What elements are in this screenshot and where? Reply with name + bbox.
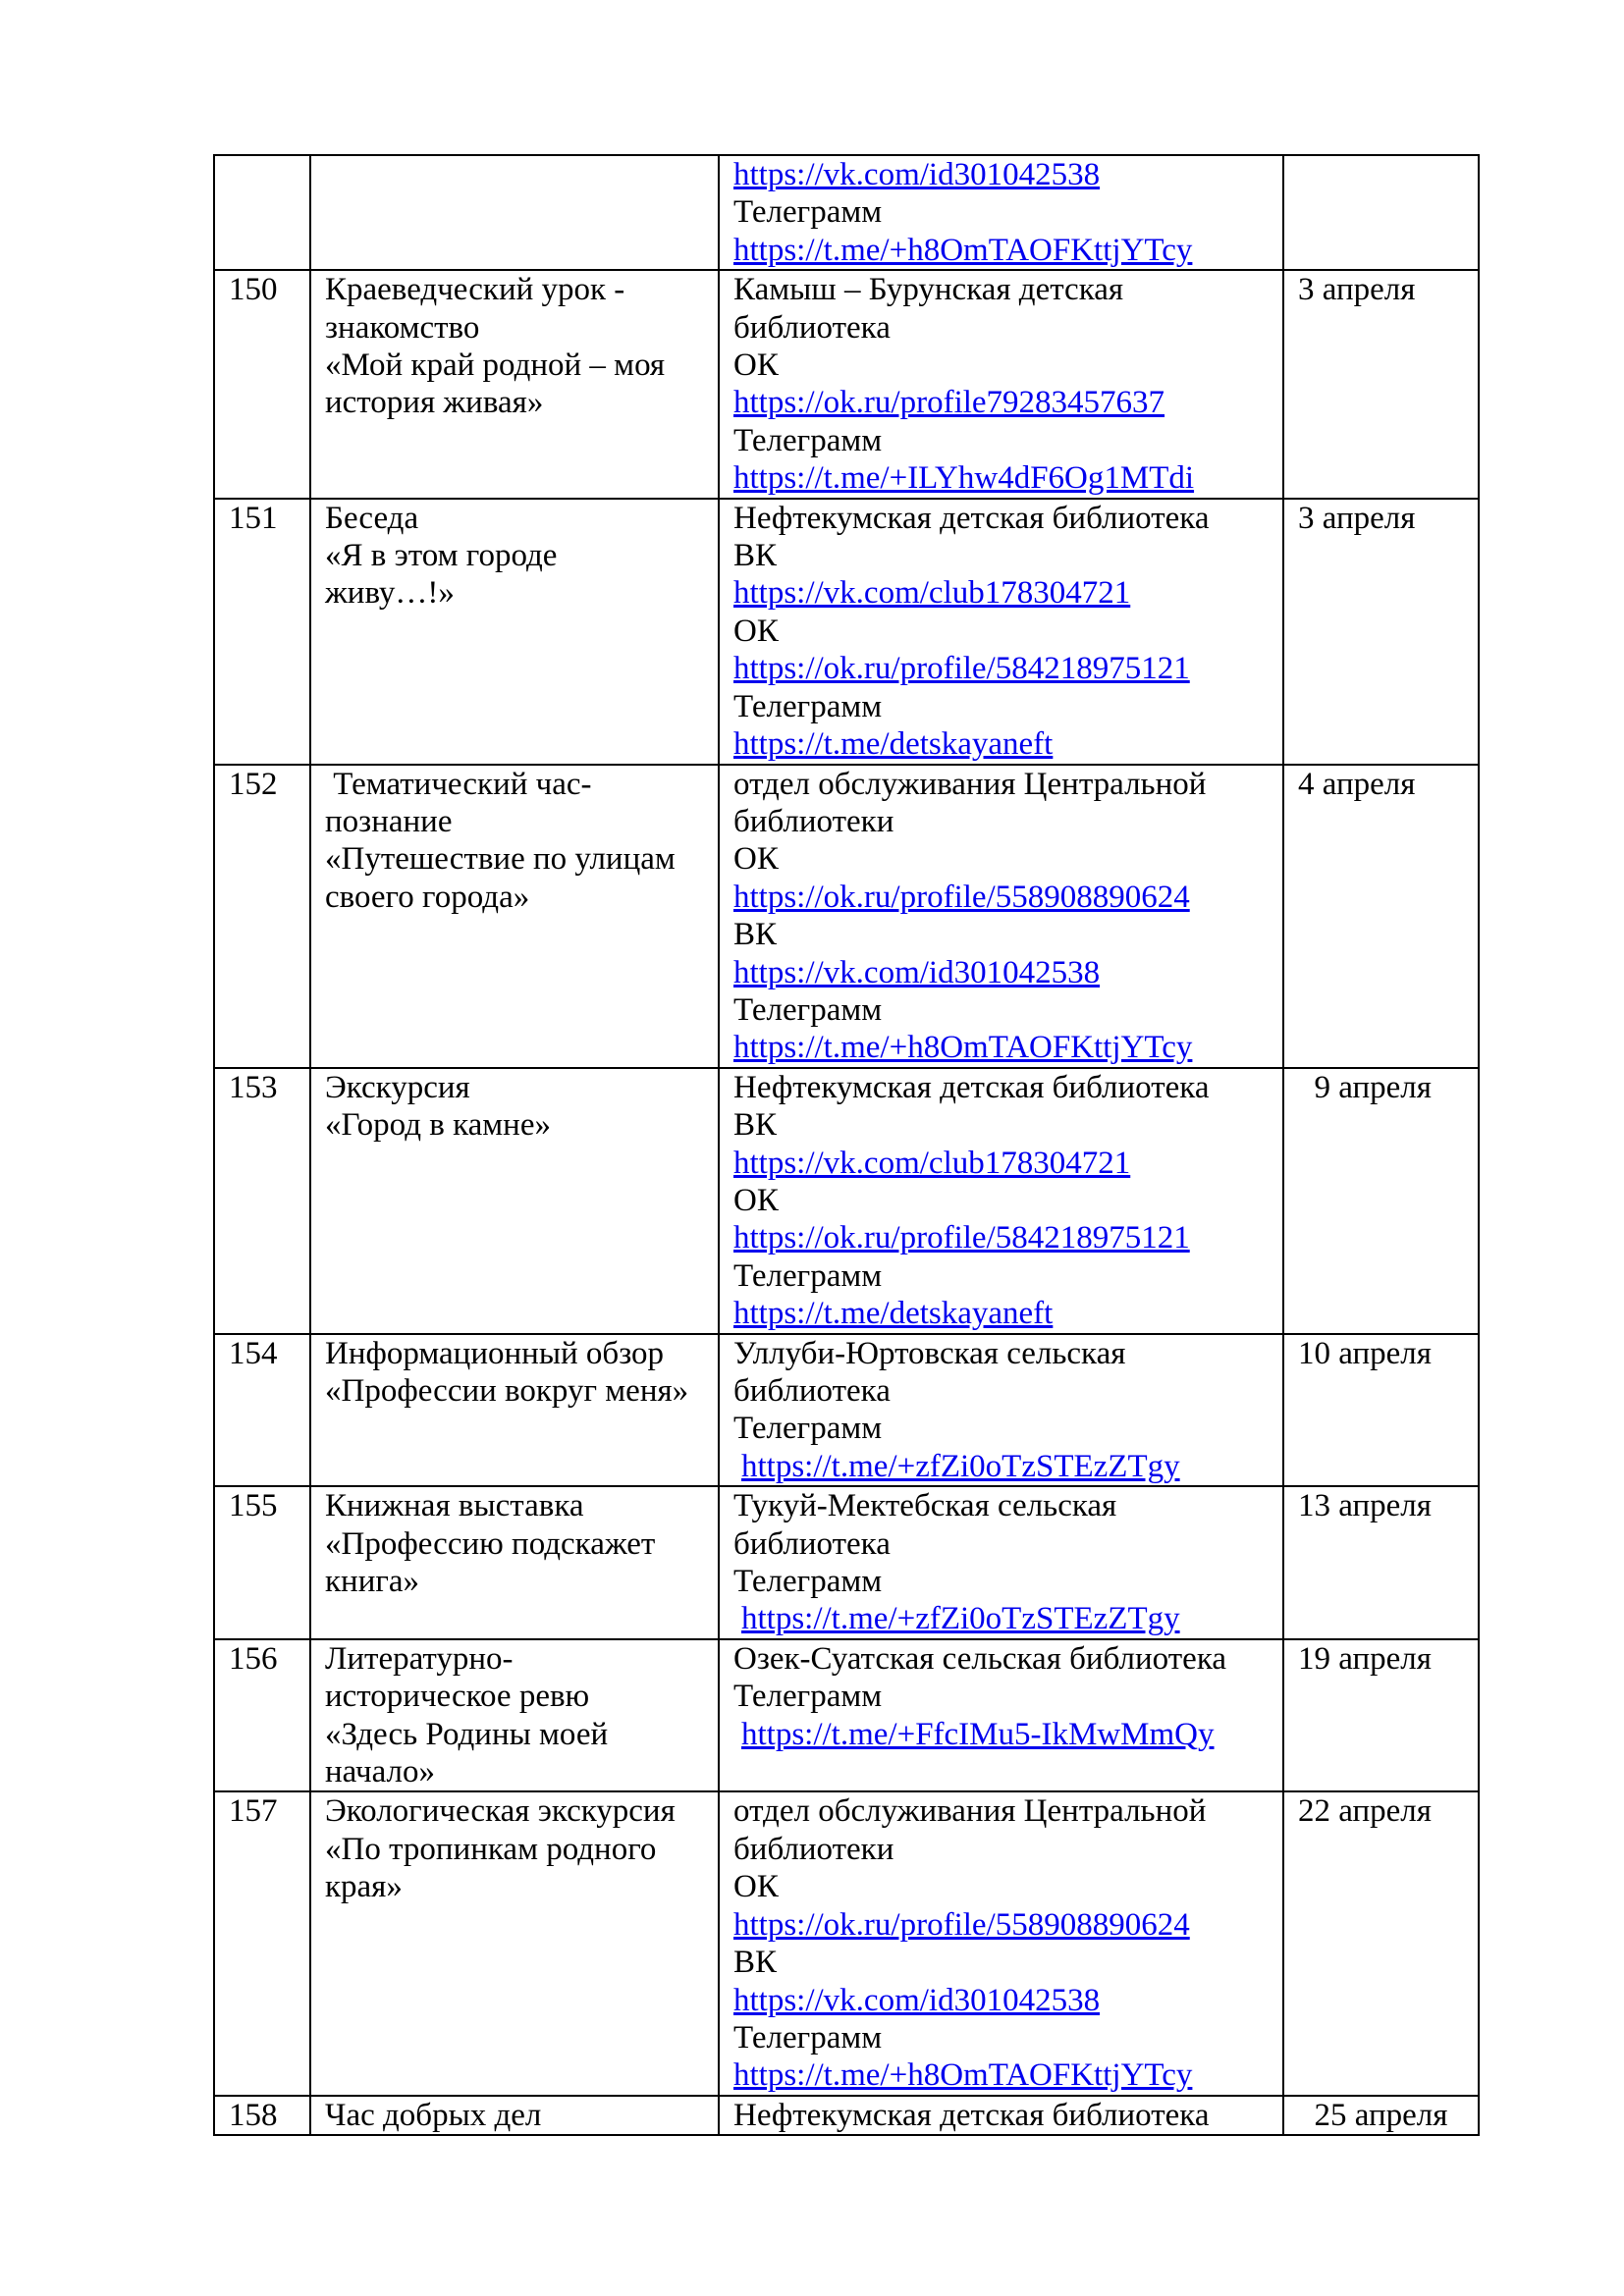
- table-row: [214, 765, 1479, 1068]
- event-number-cell: 158: [214, 2096, 310, 2135]
- event-number-cell: 157: [214, 1791, 310, 2095]
- venue-text-line: Телеграмм: [733, 194, 883, 231]
- venue-text-line: ОК: [733, 347, 779, 384]
- event-title-cell: [310, 499, 719, 765]
- venue-text-line: ОК: [733, 1869, 779, 1905]
- venue-link[interactable]: https://ok.ru/profile/584218975121: [733, 651, 1190, 687]
- venue-text-line: ВК: [733, 538, 778, 574]
- event-title-cell: [310, 765, 719, 1068]
- venue-link[interactable]: https://ok.ru/profile/584218975121: [733, 1220, 1190, 1256]
- event-title-line: Беседа: [325, 500, 419, 536]
- table-row: [214, 270, 1479, 498]
- event-venue-cell: [719, 765, 1283, 1068]
- event-title-cell: [310, 1068, 719, 1334]
- event-title-line: знакомство: [325, 309, 480, 346]
- event-title-cell: [310, 270, 719, 498]
- events-table-body: [214, 155, 1479, 2135]
- event-title-line: Экологическая экскурсия: [325, 1793, 676, 1830]
- venue-link[interactable]: https://t.me/+h8OmTAOFKttjYTcy: [733, 232, 1193, 268]
- event-title-line: «Путешествие по улицам: [325, 841, 676, 878]
- event-venue-cell: [719, 1334, 1283, 1487]
- event-title-line: Информационный обзор: [325, 1335, 665, 1371]
- event-number-cell: 156: [214, 1639, 310, 1792]
- event-date-cell: 9 апреля: [1283, 1068, 1479, 1334]
- event-date-cell: 22 апреля: [1283, 1791, 1479, 2095]
- event-title-line: Тематический час-: [325, 766, 592, 802]
- event-date-cell: 3 апреля: [1283, 499, 1479, 765]
- event-title-cell: [310, 2096, 719, 2135]
- event-venue-cell: [719, 1639, 1283, 1792]
- table-row: [214, 499, 1479, 765]
- event-title-line: история живая»: [325, 385, 544, 421]
- event-date-cell: 25 апреля: [1283, 2096, 1479, 2135]
- event-number-cell: 151: [214, 499, 310, 765]
- venue-link[interactable]: https://vk.com/club178304721: [733, 1145, 1131, 1181]
- venue-text-line: ОК: [733, 1182, 779, 1218]
- event-number-cell: 155: [214, 1486, 310, 1639]
- venue-text-line: Уллуби-Юртовская сельская: [733, 1335, 1126, 1371]
- venue-text-line: Телеграмм: [733, 1564, 883, 1600]
- venue-text-line: библиотеки: [733, 803, 894, 839]
- table-row: [214, 1068, 1479, 1334]
- event-date-cell: [1283, 155, 1479, 270]
- event-number-cell: 153: [214, 1068, 310, 1334]
- event-title-line: историческое ревю: [325, 1679, 590, 1715]
- venue-text-line: ОК: [733, 613, 779, 649]
- table-row: [214, 155, 1479, 270]
- table-row: [214, 1334, 1479, 1487]
- venue-link[interactable]: https://t.me/+zfZi0oTzSTEzZTgy: [741, 1601, 1180, 1637]
- event-number-cell: [214, 155, 310, 270]
- venue-text-line: Телеграмм: [733, 422, 883, 458]
- event-title-line: начало»: [325, 1754, 435, 1790]
- event-title-line: края»: [325, 1869, 403, 1905]
- event-number-cell: 154: [214, 1334, 310, 1487]
- venue-text-line: Нефтекумская детская библиотека: [733, 1069, 1210, 1105]
- event-venue-cell: [719, 2096, 1283, 2135]
- event-date-cell: 4 апреля: [1283, 765, 1479, 1068]
- venue-link[interactable]: https://vk.com/id301042538: [733, 157, 1101, 192]
- event-title-cell: [310, 1486, 719, 1639]
- event-venue-cell: [719, 1486, 1283, 1639]
- event-title-line: Краеведческий урок -: [325, 272, 625, 308]
- event-title-line: «Я в этом городе: [325, 538, 558, 574]
- event-date-cell: 19 апреля: [1283, 1639, 1479, 1792]
- venue-text-line: библиотека: [733, 309, 891, 346]
- venue-text-line: Телеграмм: [733, 1679, 883, 1715]
- venue-text-line: ОК: [733, 841, 779, 878]
- table-row: [214, 1639, 1479, 1792]
- events-table: [213, 154, 1480, 2136]
- venue-link[interactable]: https://vk.com/club178304721: [733, 575, 1131, 612]
- venue-text-line: отдел обслуживания Центральной: [733, 766, 1207, 802]
- table-row: [214, 2096, 1479, 2135]
- venue-text-line: библиотека: [733, 1525, 891, 1562]
- venue-text-line: Нефтекумская детская библиотека: [733, 500, 1210, 536]
- venue-link[interactable]: https://t.me/+h8OmTAOFKttjYTcy: [733, 1030, 1193, 1066]
- event-venue-cell: [719, 499, 1283, 765]
- event-number-cell: 150: [214, 270, 310, 498]
- event-venue-cell: [719, 1068, 1283, 1334]
- event-date-cell: 10 апреля: [1283, 1334, 1479, 1487]
- venue-text-line: Телеграмм: [733, 688, 883, 724]
- venue-link[interactable]: https://ok.ru/profile79283457637: [733, 385, 1165, 421]
- event-title-line: «Мой край родной – моя: [325, 347, 666, 384]
- venue-link[interactable]: https://ok.ru/profile/558908890624: [733, 879, 1190, 915]
- table-row: [214, 1791, 1479, 2095]
- event-venue-cell: [719, 1791, 1283, 2095]
- venue-link[interactable]: https://t.me/+h8OmTAOFKttjYTcy: [733, 2057, 1193, 2094]
- venue-link[interactable]: https://t.me/+ILYhw4dF6Og1MTdi: [733, 460, 1195, 497]
- venue-text-line: Телеграмм: [733, 1257, 883, 1294]
- venue-text-line: отдел обслуживания Центральной: [733, 1793, 1207, 1830]
- event-venue-cell: [719, 155, 1283, 270]
- event-title-line: «Здесь Родины моей: [325, 1716, 609, 1752]
- event-title-line: книга»: [325, 1564, 420, 1600]
- event-title-line: Литературно-: [325, 1640, 514, 1677]
- event-title-line: «Профессии вокруг меня»: [325, 1373, 689, 1409]
- event-title-line: «Профессию подскажет: [325, 1525, 656, 1562]
- venue-text-line: Нефтекумская детская библиотека: [733, 2097, 1210, 2133]
- event-number-cell: 152: [214, 765, 310, 1068]
- venue-link[interactable]: https://ok.ru/profile/558908890624: [733, 1906, 1190, 1943]
- venue-link[interactable]: https://vk.com/id301042538: [733, 1982, 1101, 2018]
- event-date-cell: 13 апреля: [1283, 1486, 1479, 1639]
- event-title-line: своего города»: [325, 879, 530, 915]
- event-title-cell: [310, 1639, 719, 1792]
- venue-link[interactable]: https://t.me/+zfZi0oTzSTEzZTgy: [741, 1448, 1180, 1484]
- event-title-cell: [310, 1791, 719, 2095]
- event-title-line: Книжная выставка: [325, 1488, 584, 1524]
- venue-link[interactable]: https://t.me/+FfcIMu5-IkMwMmQy: [741, 1716, 1215, 1752]
- event-venue-cell: [719, 270, 1283, 498]
- venue-text-line: Тукуй-Мектебская сельская: [733, 1488, 1117, 1524]
- venue-text-line: Телеграмм: [733, 1411, 883, 1447]
- venue-text-line: ВК: [733, 1107, 778, 1144]
- table-row: [214, 1486, 1479, 1639]
- event-title-line: Час добрых дел: [325, 2097, 542, 2133]
- event-title-line: «Город в камне»: [325, 1107, 551, 1144]
- venue-text-line: Озек-Суатская сельская библиотека: [733, 1640, 1226, 1677]
- venue-text-line: Телеграмм: [733, 2019, 883, 2056]
- venue-text-line: библиотеки: [733, 1831, 894, 1867]
- venue-text-line: библиотека: [733, 1373, 891, 1409]
- venue-text-line: Камыш – Бурунская детская: [733, 272, 1124, 308]
- venue-text-line: ВК: [733, 917, 778, 953]
- venue-link[interactable]: https://vk.com/id301042538: [733, 954, 1101, 990]
- event-title-line: «По тропинкам родного: [325, 1831, 657, 1867]
- venue-link[interactable]: https://t.me/detskayaneft: [733, 1296, 1054, 1332]
- event-title-cell: [310, 1334, 719, 1487]
- event-title-line: Экскурсия: [325, 1069, 470, 1105]
- event-title-cell: [310, 155, 719, 270]
- venue-link[interactable]: https://t.me/detskayaneft: [733, 726, 1054, 763]
- venue-text-line: ВК: [733, 1945, 778, 1981]
- venue-text-line: Телеграмм: [733, 991, 883, 1028]
- event-title-line: живу…!»: [325, 575, 455, 612]
- event-title-line: познание: [325, 803, 453, 839]
- event-date-cell: 3 апреля: [1283, 270, 1479, 498]
